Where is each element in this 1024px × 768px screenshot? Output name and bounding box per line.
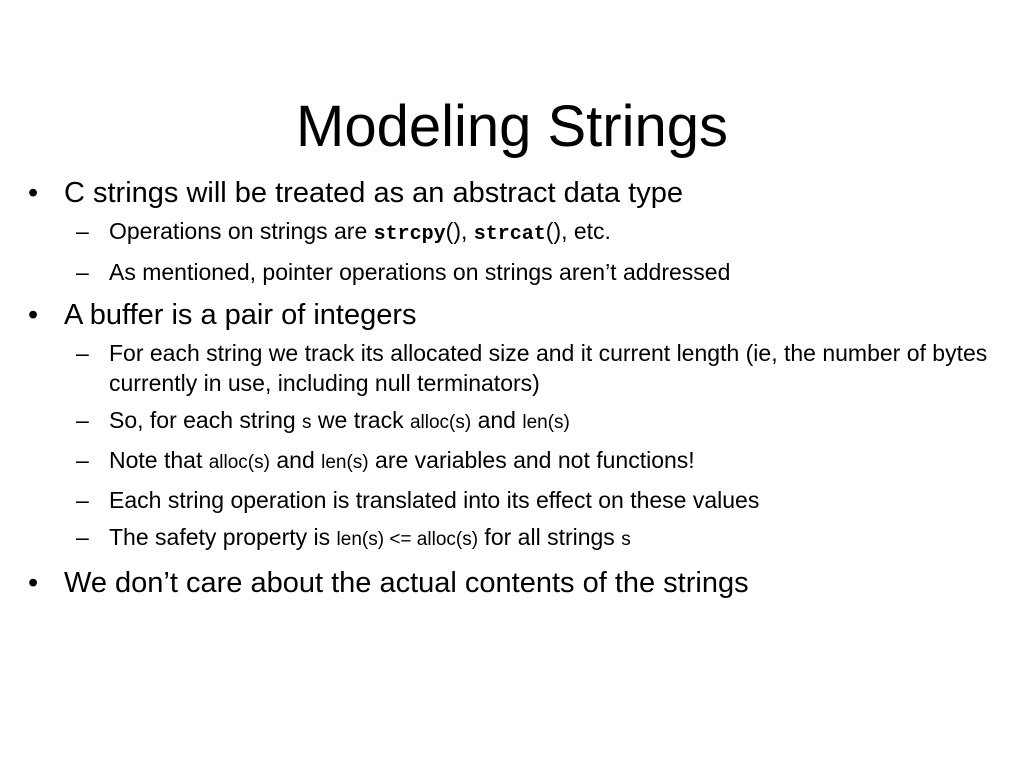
variable-name: s [621, 529, 631, 550]
sub-bullet-text: and [269, 447, 322, 473]
bullet-item [0, 562, 1024, 604]
sub-bullet-dash: – [76, 259, 89, 285]
variable-name: len(s) [321, 452, 369, 473]
bullet-dot: • [28, 299, 39, 331]
bullet-dot: • [28, 177, 39, 209]
slide-body [0, 172, 1024, 606]
slide-title: Modeling Strings [296, 94, 728, 159]
sub-bullet-dash: – [76, 487, 89, 513]
sub-bullet-item [0, 485, 1024, 515]
sub-bullet-text: Operations on strings are [109, 218, 374, 244]
sub-bullet-text: we track [311, 407, 410, 433]
sub-bullet-text: (), [445, 218, 474, 244]
bullet-item [0, 172, 1024, 214]
sub-bullet-text: Note that [109, 447, 209, 473]
sub-bullet-text: are variables and not functions! [368, 447, 695, 473]
sub-bullet-text: and [471, 407, 523, 433]
sub-bullet-dash: – [76, 340, 89, 366]
bullet-item [0, 294, 1024, 336]
bullet-dot: • [28, 567, 39, 599]
bullet-text: We don’t care about the actual contents of the strings [64, 567, 749, 599]
sub-bullet-text: So, for each string [109, 407, 303, 433]
variable-name: alloc(s) [409, 412, 472, 433]
sub-bullet-dash: – [76, 218, 89, 244]
sub-bullet-text: As mentioned, pointer operations on strings aren’t addressed [109, 259, 731, 285]
sub-bullet-text: for all strings [478, 524, 622, 550]
sub-bullet-item [0, 338, 1024, 398]
sub-bullet-dash: – [76, 407, 89, 433]
sub-bullet-item [0, 216, 1024, 250]
sub-bullet-dash: – [76, 524, 89, 550]
variable-name: len(s) [522, 412, 570, 433]
sub-bullet-text: Each string operation is translated into its effect on these values [109, 487, 760, 513]
sub-bullet-item [0, 445, 1024, 478]
sub-bullet-dash: – [76, 447, 89, 473]
variable-name: s [302, 412, 312, 433]
bullet-text: C strings will be treated as an abstract data type [64, 177, 683, 209]
sub-bullet-text: The safety property is [109, 524, 337, 550]
sub-bullet-item [0, 257, 1024, 287]
sub-bullet-item [0, 522, 1024, 555]
sub-bullet-text: For each string we track its allocated size and it current length (ie, the number of bytes currently in use, including null terminators) [109, 340, 988, 396]
bullet-text: A buffer is a pair of integers [64, 299, 417, 331]
variable-name: alloc(s) [208, 452, 270, 473]
code-function-name: strcpy [373, 223, 446, 246]
sub-bullet-item [0, 405, 1024, 438]
variable-name: len(s) <= alloc(s) [336, 529, 479, 550]
code-function-name: strcat [473, 223, 546, 246]
sub-bullet-text: (), etc. [545, 218, 611, 244]
